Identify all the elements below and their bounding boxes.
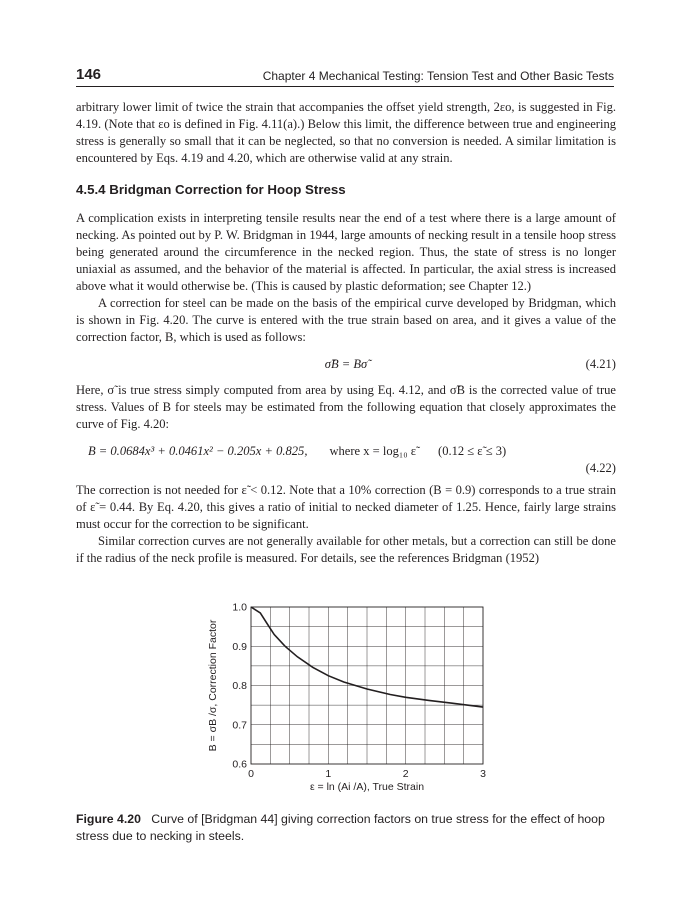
header-rule <box>76 86 614 87</box>
x-axis-label: ε = ln (Ai /A), True Strain <box>309 781 425 793</box>
x-tick-label: 3 <box>480 768 486 780</box>
equation-line <box>88 443 506 460</box>
paragraph-intro: A complication exists in interpreting tensile results near the end of a test where there is a large amount of necking. As pointed out by P. W. Bridgman in 1944, large amounts of necking result in a tensile hoop stress being generated around the circumference in the necked region. Thus, the state of stress is no longer uniaxial as assumed, and the behavior of the material is affected. In particular, the axial stress is increased above what it would otherwise be. (This is caused by plastic deformation; see Chapter 12.) <box>76 211 616 293</box>
x-tick-label: 2 <box>402 768 409 780</box>
paragraph-significance: The correction is not needed for ε̃ < 0.12. Note that a 10% correction (B = 0.9) corresponds to a true strain of ε̃ = 0.44. By Eq. 4.20, this gives a ratio of initial to necked diameter of 1.25. Hence, fairly large strains must occur for the correction to be significant. <box>76 483 616 531</box>
y-tick-label: 1.0 <box>232 601 247 614</box>
y-tick-label: 0.7 <box>232 719 247 732</box>
equation-4-22 <box>76 443 616 479</box>
paragraph-other-metals: Similar correction curves are not generally available for other metals, but a correction can still be done if the radius of the neck profile is measured. For details, see the references Bridgman (1952) <box>76 534 616 565</box>
y-tick-label: 0.9 <box>232 640 247 653</box>
caption-text: Curve of [Bridgman 44] giving correction factors on true stress for the effect of hoop stress due to necking in steels. <box>76 812 605 843</box>
equation-number: (4.21) <box>585 357 616 371</box>
chapter-title: Chapter 4 Mechanical Testing: Tension Test and Other Basic Tests <box>262 69 614 83</box>
bridgman-chart <box>196 597 496 797</box>
y-tick-label: 0.6 <box>232 758 247 771</box>
equation-body: B = 0.0684x³ + 0.0461x² − 0.205x + 0.825, <box>88 444 308 458</box>
body-text <box>76 99 616 567</box>
x-tick-label: 0 <box>248 768 254 780</box>
equation-where: where x = log₁₀ ε̃ <box>329 444 417 458</box>
figure-caption <box>76 811 616 845</box>
equation-4-21 <box>76 356 616 375</box>
paragraph-definition: Here, σ̃ is true stress simply computed from area by using Eq. 4.12, and σ̃B is the corrected value of true stress. Values of B for steels may be estimated from the following equation that closely approximates the curve of Fig. 4.20: <box>76 383 616 431</box>
page-number: 146 <box>76 66 102 83</box>
x-tick-label: 1 <box>325 768 332 780</box>
equation-body: σ̃B = Bσ̃ <box>324 357 368 371</box>
y-tick-label: 0.8 <box>232 680 247 692</box>
caption-label: Figure 4.20 <box>76 812 141 826</box>
paragraph-continuation: arbitrary lower limit of twice the strain that accompanies the offset yield strength, 2εo, is suggested in Fig. 4.19. (Note that εo is defined in Fig. 4.11(a).) Below this limit, the difference between true and engineering stress is generally so small that it can be neglected, so that no conversion is needed. A similar limitation is encountered by Eqs. 4.19 and 4.20, which are otherwise valid at any strain. <box>76 100 616 165</box>
running-header <box>76 66 614 84</box>
section-heading: 4.5.4 Bridgman Correction for Hoop Stress <box>76 182 346 197</box>
y-axis-label: B = σB /σ, Correction Factor <box>207 619 219 752</box>
figure-4-20 <box>196 597 496 797</box>
equation-number: (4.22) <box>585 461 616 475</box>
paragraph-correction: A correction for steel can be made on the basis of the empirical curve developed by Bridgman, which is shown in Fig. 4.20. The curve is entered with the true strain based on area, and it gives a value of the correction factor, B, which is used as follows: <box>76 296 616 344</box>
equation-range: (0.12 ≤ ε̃ ≤ 3) <box>438 444 507 458</box>
